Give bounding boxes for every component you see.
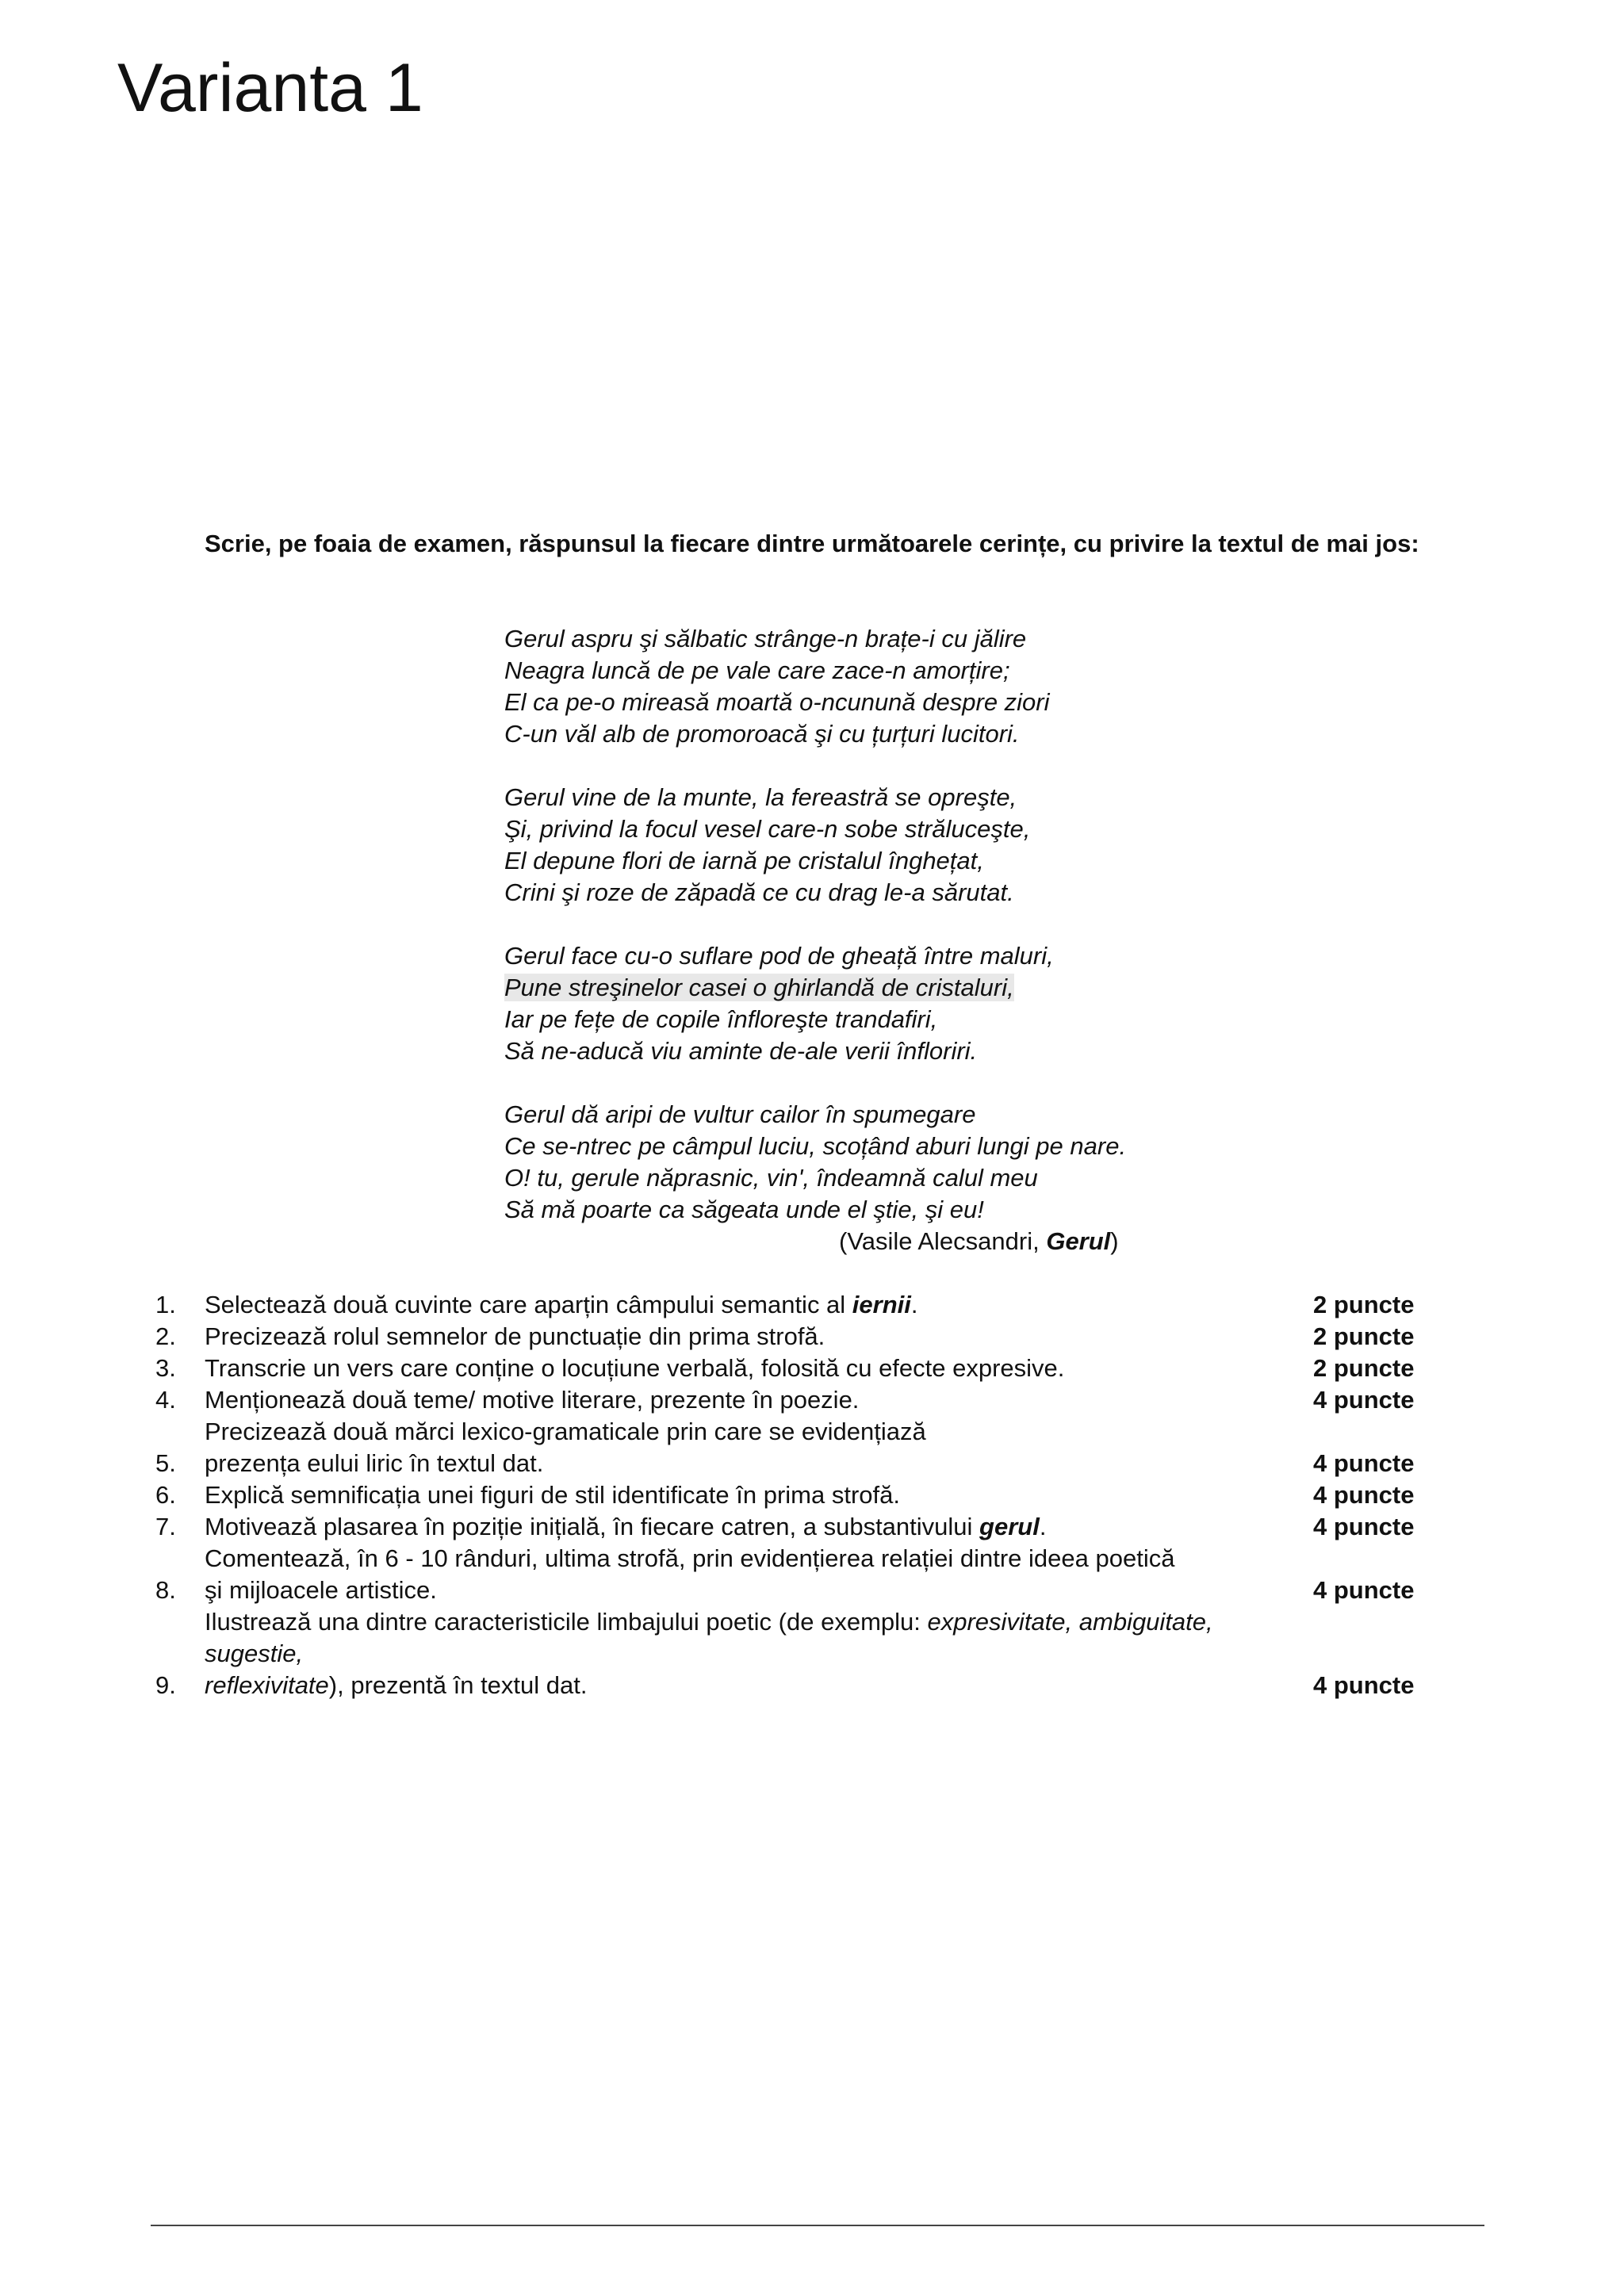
question-number: 8. — [155, 1576, 176, 1604]
poem-verse — [504, 1131, 1218, 1162]
poem-verse — [504, 845, 1218, 877]
question-text-segment: Selectează două cuvinte care aparțin câmpului semantic al — [205, 1291, 852, 1318]
question-text — [205, 1289, 1313, 1321]
verse-text: Să ne-aducă viu aminte de-ale verii înfloriri. — [504, 1037, 978, 1065]
verse-text: Ce se-ntrec pe câmpul luciu, scoțând aburi lungi pe nare. — [504, 1132, 1127, 1160]
question-number: 2. — [155, 1322, 176, 1350]
poem — [504, 623, 1218, 1257]
verse-text: Pune streşinelor casei o ghirlandă de cristaluri, — [504, 974, 1014, 1001]
question-item — [155, 1543, 1432, 1606]
question-item — [155, 1606, 1432, 1701]
question-text-segment: Transcrie un vers care conține o locuțiune verbală, folosită cu efecte expresive. — [205, 1354, 1065, 1382]
question-text-line — [205, 1575, 1297, 1606]
question-text — [205, 1511, 1313, 1543]
questions-list — [155, 1289, 1432, 1701]
question-points: 4 puncte — [1313, 1576, 1415, 1604]
verse-text: Gerul aspru şi sălbatic strânge-n brațe-i cu jălire — [504, 625, 1027, 652]
question-text-line — [205, 1670, 1297, 1701]
question-item — [155, 1321, 1432, 1353]
question-text-line — [205, 1511, 1297, 1543]
poem-verse — [504, 1035, 1218, 1067]
question-text-segment: Comentează, în 6 - 10 rânduri, ultima strofă, prin evidențierea relației dintre ideea poetică — [205, 1544, 1175, 1572]
question-text — [205, 1606, 1313, 1701]
footer-divider — [151, 2225, 1484, 2226]
question-text-segment: Ilustrează una dintre caracteristicile limbajului poetic (de exemplu: — [205, 1608, 928, 1636]
poem-verse — [504, 687, 1218, 718]
question-text-line — [205, 1353, 1297, 1384]
question-text-segment: şi mijloacele artistice. — [205, 1576, 437, 1604]
question-text-segment: Precizează rolul semnelor de punctuație din prima strofă. — [205, 1322, 825, 1350]
question-text — [205, 1479, 1313, 1511]
question-text-line — [205, 1289, 1297, 1321]
question-text-segment: ), prezentă în textul dat. — [328, 1671, 588, 1699]
question-points: 4 puncte — [1313, 1513, 1415, 1540]
poem-attribution — [839, 1226, 1119, 1257]
verse-text: El depune flori de iarnă pe cristalul înghețat, — [504, 847, 984, 874]
question-keyword: gerul — [979, 1513, 1040, 1540]
poem-verse — [504, 1162, 1218, 1194]
attribution-close: ) — [1110, 1227, 1119, 1255]
question-text-segment: Menționează două teme/ motive literare, prezente în poezie. — [205, 1386, 860, 1414]
question-item — [155, 1384, 1432, 1416]
poem-verse — [504, 655, 1218, 687]
question-number: 3. — [155, 1354, 176, 1382]
question-text-segment: . — [910, 1291, 918, 1318]
question-points: 4 puncte — [1313, 1671, 1415, 1699]
poem-verse — [504, 1194, 1218, 1226]
verse-text: Să mă poarte ca săgeata unde el ştie, şi eu! — [504, 1196, 984, 1223]
poem-verse — [504, 972, 1218, 1004]
verse-text: Gerul face cu-o suflare pod de gheață între maluri, — [504, 942, 1054, 970]
question-number: 5. — [155, 1449, 176, 1477]
verse-text: Gerul dă aripi de vultur cailor în spumegare — [504, 1100, 976, 1128]
verse-text: C-un văl alb de promoroacă şi cu țurțuri lucitori. — [504, 720, 1020, 748]
question-text — [205, 1353, 1313, 1384]
exam-instruction: Scrie, pe foaia de examen, răspunsul la fiecare dintre următoarele cerințe, cu privire la textul de mai jos: — [205, 530, 1419, 557]
poem-stanza — [504, 782, 1218, 909]
poem-verse — [504, 1004, 1218, 1035]
poem-verse — [504, 1099, 1218, 1131]
verse-text: Gerul vine de la munte, la fereastră se opreşte, — [504, 783, 1017, 811]
question-number: 7. — [155, 1513, 176, 1540]
question-text-line — [205, 1448, 1297, 1479]
poem-stanza — [504, 623, 1218, 750]
question-text-line — [205, 1606, 1297, 1670]
question-text-segment: reflexivitate — [205, 1671, 329, 1699]
question-text-line — [205, 1479, 1297, 1511]
verse-text: O! tu, gerule năprasnic, vin', îndeamnă calul meu — [504, 1164, 1038, 1192]
poem-stanza — [504, 940, 1218, 1067]
question-points: 2 puncte — [1313, 1322, 1415, 1350]
question-text — [205, 1321, 1313, 1353]
poem-verse — [504, 813, 1218, 845]
question-text-segment: . — [1039, 1513, 1047, 1540]
question-points: 4 puncte — [1313, 1481, 1415, 1509]
poem-verse — [504, 782, 1218, 813]
verse-text: Neagra luncă de pe vale care zace-n amorțire; — [504, 656, 1010, 684]
verse-text: Iar pe fețe de copile înfloreşte trandafiri, — [504, 1005, 938, 1033]
question-text-line — [205, 1321, 1297, 1353]
question-text-segment: Explică semnificația unei figuri de stil identificate în prima strofă. — [205, 1481, 901, 1509]
question-text-line — [205, 1543, 1297, 1575]
poem-verse — [504, 940, 1218, 972]
question-item — [155, 1479, 1432, 1511]
attribution-author: (Vasile Alecsandri, — [839, 1227, 1047, 1255]
verse-text: Crini şi roze de zăpadă ce cu drag le-a sărutat. — [504, 878, 1014, 906]
question-item — [155, 1289, 1432, 1321]
question-text-segment: Motivează plasarea în poziție inițială, în fiecare catren, a substantivului — [205, 1513, 980, 1540]
question-item — [155, 1511, 1432, 1543]
question-number: 1. — [155, 1291, 176, 1318]
question-text-line — [205, 1416, 1297, 1448]
question-text-segment: expresivitate, ambiguitate, sugestie, — [205, 1608, 1213, 1667]
question-text — [205, 1384, 1313, 1416]
question-number: 9. — [155, 1671, 176, 1699]
question-text — [205, 1543, 1313, 1606]
question-keyword: iernii — [852, 1291, 911, 1318]
poem-verse — [504, 718, 1218, 750]
poem-verse — [504, 877, 1218, 909]
question-points: 2 puncte — [1313, 1291, 1415, 1318]
verse-text: El ca pe-o mireasă moartă o-ncunună despre ziori — [504, 688, 1050, 716]
question-number: 6. — [155, 1481, 176, 1509]
question-item — [155, 1416, 1432, 1479]
question-text-line — [205, 1384, 1297, 1416]
question-points: 4 puncte — [1313, 1386, 1415, 1414]
question-text-segment: Precizează două mărci lexico-gramaticale prin care se evidențiază — [205, 1418, 926, 1445]
question-points: 2 puncte — [1313, 1354, 1415, 1382]
attribution-work-title: Gerul — [1046, 1227, 1111, 1255]
page-title: Varianta 1 — [117, 50, 423, 126]
question-points: 4 puncte — [1313, 1449, 1415, 1477]
question-item — [155, 1353, 1432, 1384]
question-text — [205, 1416, 1313, 1479]
poem-verse — [504, 623, 1218, 655]
poem-stanza — [504, 1099, 1218, 1226]
question-number: 4. — [155, 1386, 176, 1414]
verse-text: Şi, privind la focul vesel care-n sobe străluceşte, — [504, 815, 1031, 843]
question-text-segment: prezența eului liric în textul dat. — [205, 1449, 544, 1477]
